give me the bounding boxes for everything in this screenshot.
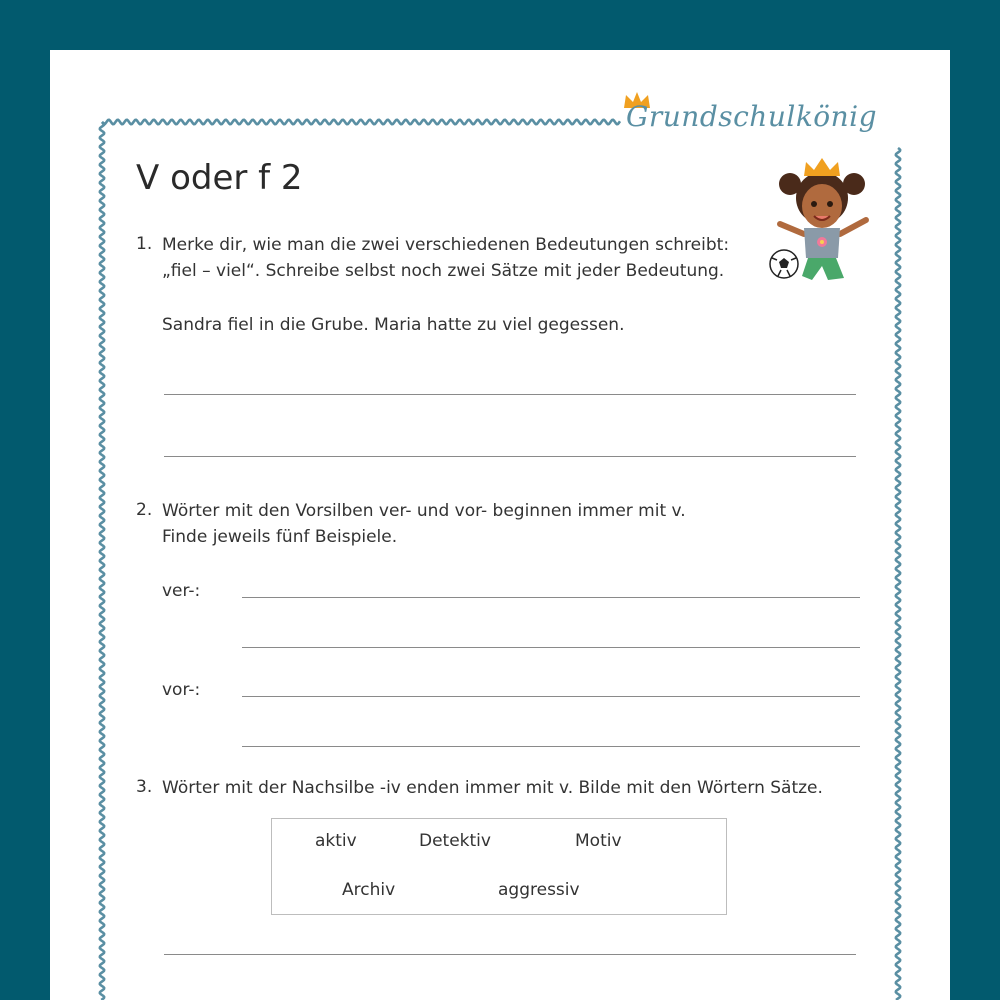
task3-number: 3. bbox=[136, 777, 153, 797]
label-ver: ver-: bbox=[162, 581, 201, 601]
task1-number: 1. bbox=[136, 234, 153, 254]
task1-instruction-line1: Merke dir, wie man die zwei verschiedenen Bedeutungen schreibt: bbox=[162, 235, 730, 255]
word-item: aggressiv bbox=[498, 880, 580, 900]
word-item: Motiv bbox=[575, 831, 622, 851]
brand-logo: Grundschulkönig bbox=[626, 100, 878, 133]
writing-line bbox=[242, 597, 860, 598]
writing-line bbox=[242, 696, 860, 697]
word-item: Detektiv bbox=[419, 831, 491, 851]
label-vor: vor-: bbox=[162, 680, 201, 700]
task1-instruction-line2: „fiel – viel“. Schreibe selbst noch zwei Sätze mit jeder Bedeutung. bbox=[162, 261, 725, 281]
border-wave bbox=[102, 120, 620, 124]
writing-line bbox=[242, 647, 860, 648]
task1-example-sentence: Sandra fiel in die Grube. Maria hatte zu viel gegessen. bbox=[162, 315, 625, 335]
border-wave bbox=[100, 122, 104, 1000]
page-title: V oder f 2 bbox=[136, 158, 303, 198]
writing-line bbox=[164, 954, 856, 955]
writing-line bbox=[242, 746, 860, 747]
writing-line bbox=[164, 456, 856, 457]
girl-soccer-illustration bbox=[768, 154, 878, 284]
word-box bbox=[271, 818, 727, 915]
soccer-ball-icon bbox=[770, 250, 798, 278]
task2-instruction-line2: Finde jeweils fünf Beispiele. bbox=[162, 527, 398, 547]
border-wave bbox=[896, 148, 900, 1000]
writing-line bbox=[164, 394, 856, 395]
task2-instruction-line1: Wörter mit den Vorsilben ver- und vor- beginnen immer mit v. bbox=[162, 501, 686, 521]
word-item: Archiv bbox=[342, 880, 396, 900]
task2-number: 2. bbox=[136, 500, 153, 520]
word-item: aktiv bbox=[315, 831, 357, 851]
task3-instruction-line1: Wörter mit der Nachsilbe -iv enden immer mit v. Bilde mit den Wörtern Sätze. bbox=[162, 778, 823, 798]
worksheet-page bbox=[50, 50, 950, 1000]
